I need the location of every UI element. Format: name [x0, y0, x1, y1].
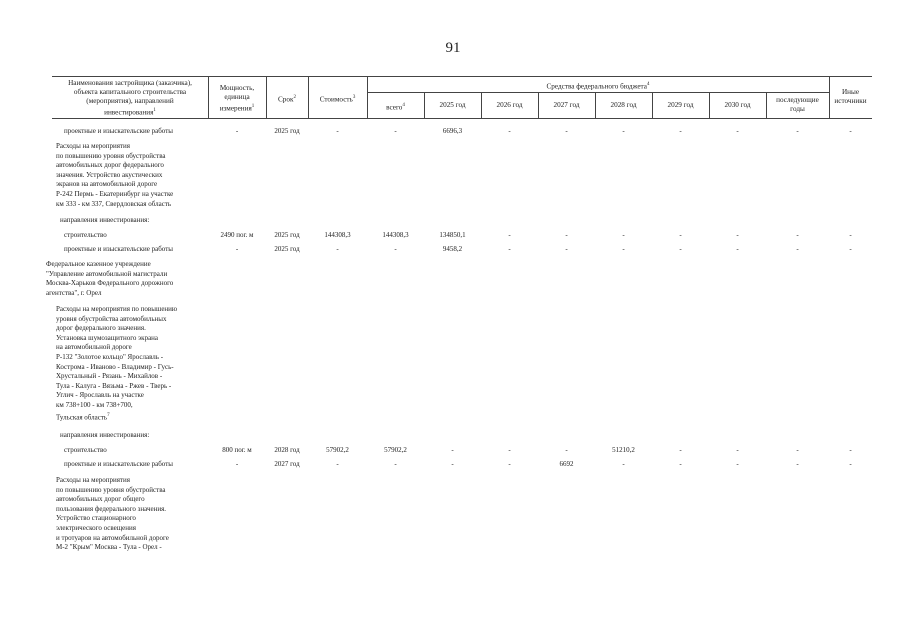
- cell-following: -: [796, 127, 799, 135]
- header-col-2028: 2028 год: [610, 101, 637, 109]
- cell-term: 2025 год: [274, 245, 300, 253]
- cell-name: строительство: [64, 231, 107, 239]
- cell-other: -: [849, 245, 852, 253]
- header-col-following-years: последующие годы: [776, 96, 819, 113]
- cell-y2027: -: [565, 446, 568, 454]
- cell-y2029: -: [679, 231, 682, 239]
- cell-y2030: -: [736, 127, 739, 135]
- header-bottom-border: [52, 118, 872, 119]
- cell-y2030: -: [736, 446, 739, 454]
- cell-y2026: -: [508, 460, 511, 468]
- header-col-2030: 2030 год: [724, 101, 751, 109]
- cell-name: проектные и изыскательские работы: [64, 127, 173, 135]
- cell-capacity: -: [235, 460, 239, 468]
- cell-term: 2025 год: [274, 231, 300, 239]
- cell-capacity: 800 пог. м: [222, 446, 252, 454]
- cell-y2026: -: [508, 127, 511, 135]
- cell-y2029: -: [679, 460, 682, 468]
- cell-y2025: 134850,1: [439, 231, 466, 239]
- cell-y2028: -: [622, 127, 625, 135]
- cell-total: -: [394, 127, 397, 135]
- cell-y2026: -: [508, 245, 511, 253]
- header-federal-budget: Средства федерального бюджета$^4$: [546, 82, 650, 91]
- cell-total: -: [394, 460, 397, 468]
- cell-y2026: -: [508, 446, 511, 454]
- cell-y2025: -: [451, 446, 454, 454]
- cell-cost: -: [336, 245, 339, 253]
- cell-y2027: -: [565, 245, 568, 253]
- cell-name: проектные и изыскательские работы: [64, 245, 173, 253]
- page-number: 91: [445, 40, 461, 56]
- header-col-term: Срок$^2$: [278, 95, 296, 104]
- cell-other: -: [849, 127, 852, 135]
- invest-directions-label-2: направления инвестирования:: [60, 431, 150, 439]
- cell-y2029: -: [679, 245, 682, 253]
- cell-y2025: 9458,2: [442, 245, 463, 253]
- cell-capacity: -: [235, 127, 239, 135]
- cell-y2027: 6692: [559, 460, 574, 468]
- cell-y2027: -: [565, 231, 568, 239]
- cell-capacity: 2490 пог. м: [220, 231, 254, 239]
- cell-y2030: -: [736, 245, 739, 253]
- cell-y2029: -: [679, 127, 682, 135]
- cell-total: 57902,2: [384, 446, 407, 454]
- header-col-total: всего$^4$: [386, 103, 405, 112]
- header-col-2027: 2027 год: [553, 101, 580, 109]
- cell-cost: 57902,2: [326, 446, 349, 454]
- cell-total: -: [394, 245, 397, 253]
- cell-y2029: -: [679, 446, 682, 454]
- event-block-3: Расходы на мероприятия по повышению уровня обустройства автомобильных дорог общего пользования федерального значения. Устройство стационарного электрического освещения и тротуаров на автомобильной дороге М-2 "Крым" Москва - Тула - Орел -: [56, 476, 169, 552]
- header-col-2029: 2029 год: [667, 101, 694, 109]
- cell-following: -: [796, 446, 799, 454]
- header-col-name: Наименования застройщика (заказчика), объекта капитального строительства (мероприятия), направлений инвестирования$^1$: [68, 79, 192, 117]
- cell-term: 2028 год: [274, 446, 300, 454]
- cell-term: 2025 год: [274, 127, 300, 135]
- cell-y2028: -: [622, 231, 625, 239]
- header-budget-divider: [367, 92, 829, 93]
- header-col-capacity: Мощность, единица измерения$^1$: [219, 84, 255, 113]
- header-col-2025: 2025 год: [439, 101, 466, 109]
- cell-y2028: 51210,2: [612, 446, 635, 454]
- invest-directions-label-1: направления инвестирования:: [60, 216, 150, 224]
- header-top-border: [52, 76, 872, 77]
- header-col-cost: Стоимость$^3$: [319, 95, 356, 104]
- cell-following: -: [796, 245, 799, 253]
- cell-total: 144308,3: [382, 231, 409, 239]
- cell-other: -: [849, 460, 852, 468]
- cell-other: -: [849, 446, 852, 454]
- header-col-other-sources: Иные источники: [834, 88, 867, 105]
- header-col-2026: 2026 год: [496, 101, 523, 109]
- cell-cost: -: [336, 127, 339, 135]
- cell-following: -: [796, 460, 799, 468]
- cell-y2028: -: [622, 460, 625, 468]
- cell-cost: -: [336, 460, 339, 468]
- cell-other: -: [849, 231, 852, 239]
- cell-name: строительство: [64, 446, 107, 454]
- cell-y2026: -: [508, 231, 511, 239]
- event-block-2: Расходы на мероприятия по повышению уровня обустройства автомобильных дорог федерального значения. Установка шумозащитного экрана на автомобильной дороге Р-132 "Золотое кольцо" Ярославль - Кострома - Иваново - Владимир - Гусь- Хрустальный - Рязань - Михайлов - Тула - Калуга - Вязьма - Ржев - Тверь - Углич - Ярославль на участке км 738+100 - км 738+700, Тульская область$^7$: [56, 305, 178, 421]
- cell-y2030: -: [736, 231, 739, 239]
- cell-term: 2027 год: [274, 460, 300, 468]
- cell-capacity: -: [235, 245, 239, 253]
- institution-block: Федеральное казенное учреждение "Управление автомобильной магистрали Москва-Харьков Федерального дорожного агентства", г. Орел: [46, 260, 174, 297]
- cell-cost: 144308,3: [324, 231, 351, 239]
- cell-y2025: -: [451, 460, 454, 468]
- cell-y2028: -: [622, 245, 625, 253]
- cell-y2027: -: [565, 127, 568, 135]
- cell-y2025: 6696,3: [442, 127, 463, 135]
- cell-y2030: -: [736, 460, 739, 468]
- cell-name: проектные и изыскательские работы: [64, 460, 173, 468]
- event-block-1: Расходы на мероприятия по повышению уровня обустройства автомобильных дорог федерального значения. Устройство акустических экранов на автомобильной дороге Р-242 Пермь - Екатеринбург на участке км 333 - км 337, Свердловская область: [56, 142, 174, 208]
- cell-following: -: [796, 231, 799, 239]
